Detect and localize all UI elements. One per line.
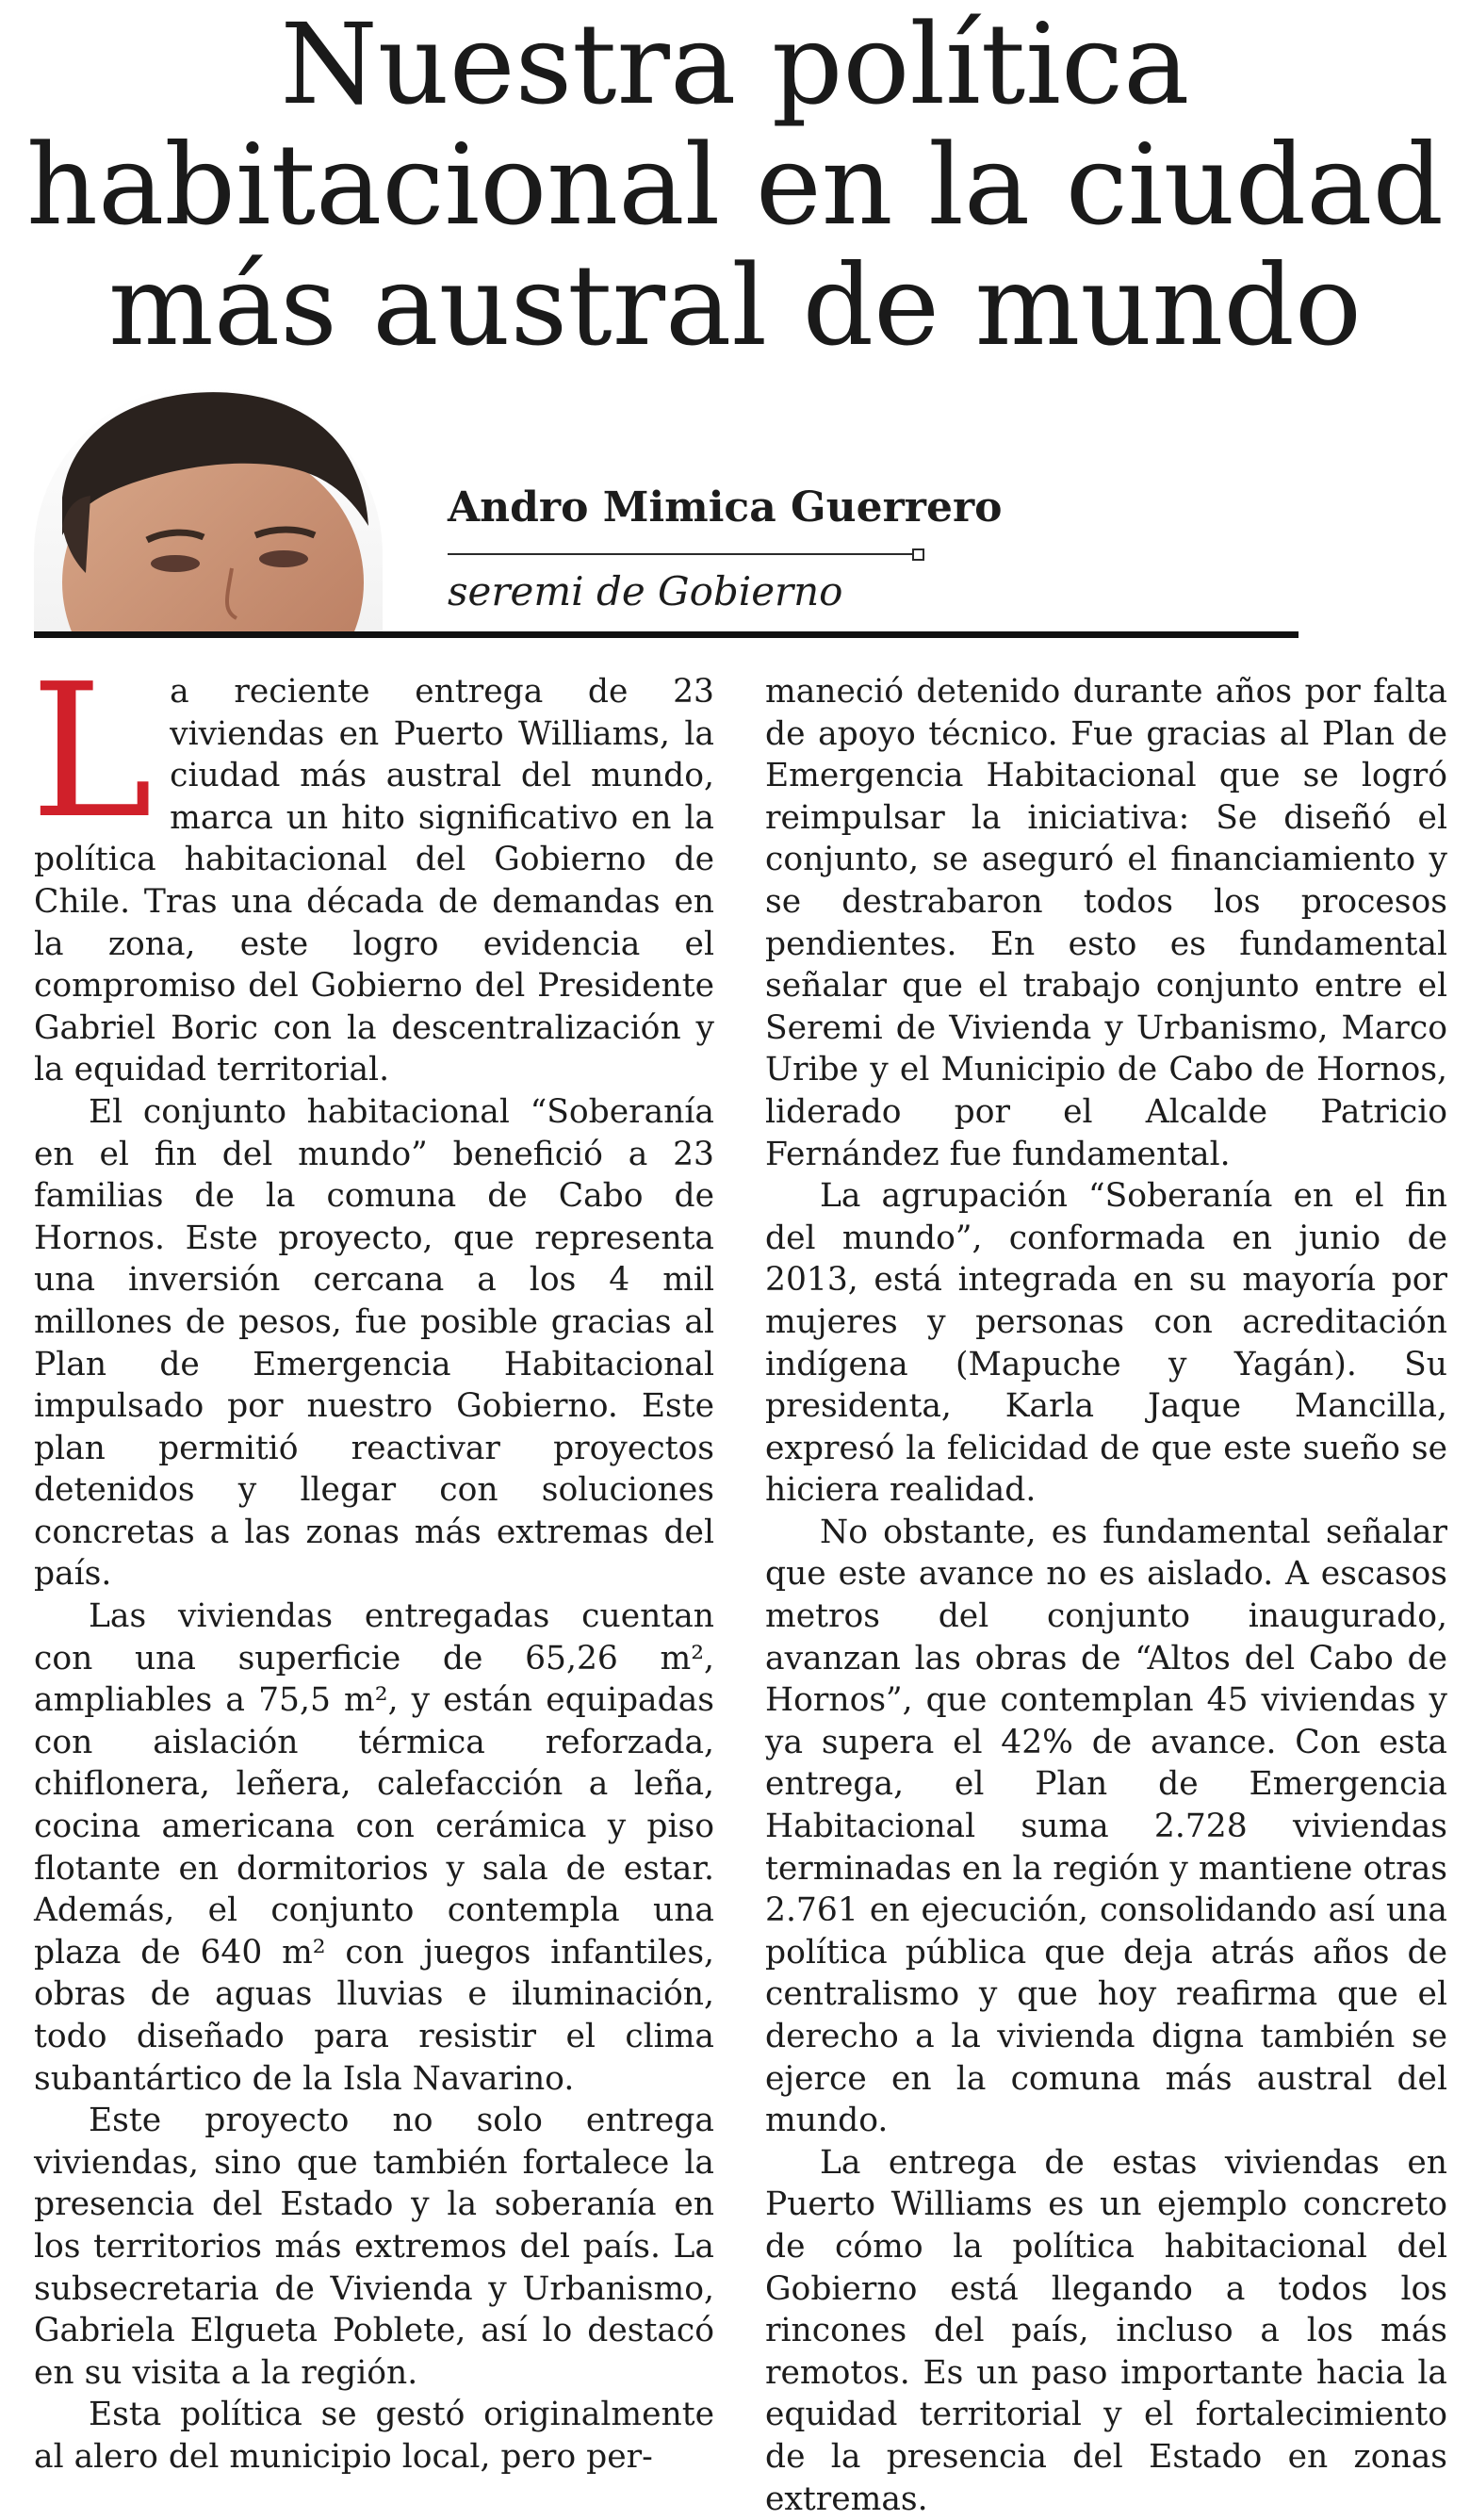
byline-ornament <box>912 548 924 561</box>
paragraph: El conjunto habitacional “Soberanía en el fin del mundo” benefició a 23 familias de la comuna de Cabo de Hornos. Este proyecto, que representa una inversión cercana a los 4 mil millones de pesos, fue posible gracias al Plan de Emergencia Habitacional impulsado por nuestro Gobierno. Este plan permitió reactivar proyectos detenidos y llegar con soluciones concretas a las zonas más extremas del país. <box>34 1092 714 1594</box>
headline-line-1: Nuestra política <box>280 0 1190 129</box>
paragraph: La agrupación “Soberanía en el fin del mundo”, conformada en junio de 2013, está integrada en su mayoría por mujeres y personas con acreditación indígena (Mapuche y Yagán). Su presidenta, Karla Jaque Mancilla, expresó la felicidad de que este sueño se hiciera realidad. <box>765 1177 1447 1510</box>
author-role: seremi de Gobierno <box>448 568 843 614</box>
paragraph: La entrega de estas viviendas en Puerto Williams es un ejemplo concreto de cómo la política habitacional del Gobierno está llegando a todos los rincones del país, incluso a los más remotos. Es un paso importante hacia la equidad territorial y el fortalecimiento de la presencia del Estado en zonas extremas. <box>765 2143 1447 2518</box>
byline-divider <box>448 553 916 555</box>
drop-cap: L <box>30 645 154 859</box>
headline-line-2: habitacional en la ciudad <box>25 120 1445 250</box>
author-name: Andro Mimica Guerrero <box>448 483 1003 532</box>
paragraph-text: a reciente entrega de 23 viviendas en Puerto Williams, la ciudad más austral del mundo, marca un hito significativo en la política habitacional del Gobierno de Chile. Tras una década de demandas en la zona, este logro evidencia el compromiso del Gobierno del Presidente Gabriel Boric con la descentralización y la equidad territorial. <box>34 673 714 1089</box>
paragraph <box>30 645 714 1091</box>
header-rule <box>34 631 1298 638</box>
paragraph: Las viviendas entregadas cuentan con una superficie de 65,26 m², ampliables a 75,5 m², y están equipadas con aislación térmica reforzada, chiflonera, leñera, calefacción a leña, cocina americana con cerámica y piso flotante en dormitorios y sala de estar. Además, el conjunto contempla una plaza de 640 m² con juegos infantiles, obras de aguas lluvias e iluminación, todo diseñado para resistir el clima subantártico de la Isla Navarino. <box>34 1597 714 2098</box>
article-column-right <box>765 671 1447 2518</box>
headline-line-3: más austral de mundo <box>108 240 1362 370</box>
paragraph: maneció detenido durante años por falta de apoyo técnico. Fue gracias al Plan de Emergencia Habitacional que se logró reimpulsar la iniciativa: Se diseñó el conjunto, se aseguró el financiamiento y se destrabaron todos los procesos pendientes. En esto es fundamental señalar que el trabajo conjunto entre el Seremi de Vivienda y Urbanismo, Marco Uribe y el Municipio de Cabo de Hornos, liderado por el Alcalde Patricio Fernández fue fundamental. <box>765 673 1447 1173</box>
paragraph: Esta política se gestó originalmente al alero del municipio local, pero per- <box>34 2396 714 2476</box>
headline <box>0 0 1470 370</box>
author-photo <box>34 385 383 631</box>
paragraph: Este proyecto no solo entrega viviendas, sino que también fortalece la presencia del Estado y la soberanía en los territorios más extremos del país. La subsecretaria de Vivienda y Urbanismo, Gabriela Elgueta Poblete, así lo destacó en su visita a la región. <box>34 2102 714 2392</box>
article-column-left <box>30 645 714 2476</box>
paragraph: No obstante, es fundamental señalar que este avance no es aislado. A escasos metros del conjunto inaugurado, avanzan las obras de “Altos del Cabo de Hornos”, que contemplan 45 viviendas y ya supera el 42% de avance. Con esta entrega, el Plan de Emergencia Habitacional suma 2.728 viviendas terminadas en la región y mantiene otras 2.761 en ejecución, consolidando así una política pública que deja atrás años de centralismo y que hoy reafirma que el derecho a la vivienda digna también se ejerce en la comuna más austral del mundo. <box>765 1513 1447 2140</box>
